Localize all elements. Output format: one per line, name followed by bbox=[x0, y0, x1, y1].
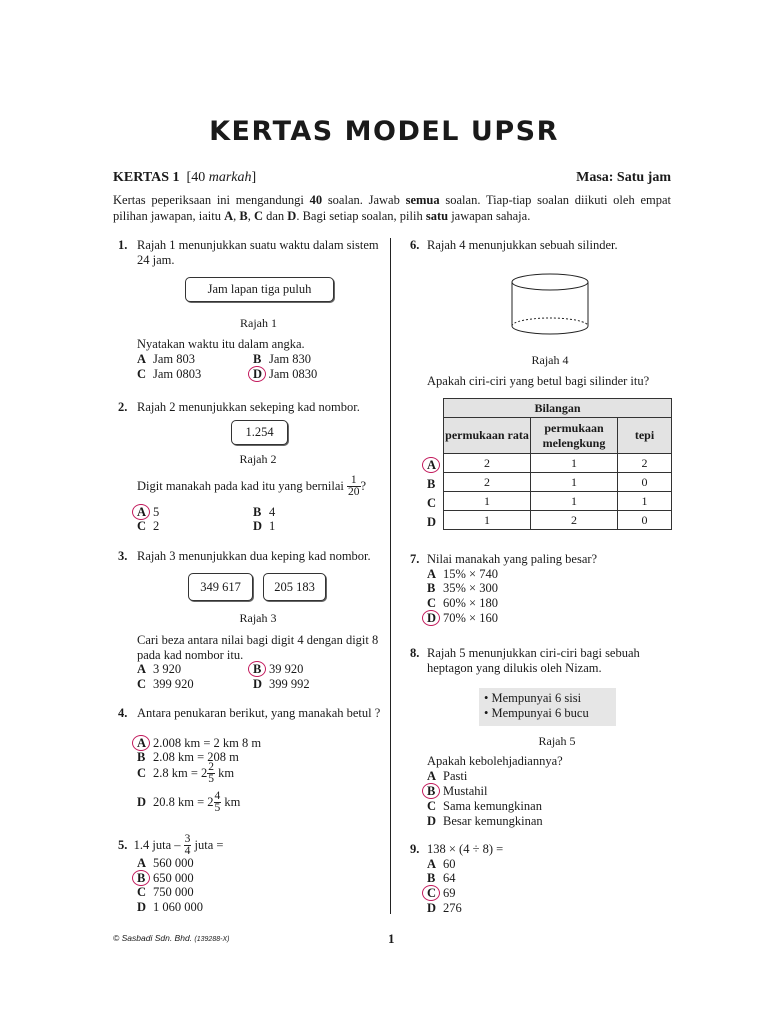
q2-number-card: 1.254 bbox=[231, 420, 288, 445]
table-col-header: permukaan rata bbox=[444, 418, 531, 454]
q9-option-c[interactable]: C 69 bbox=[427, 886, 456, 900]
answer-circle bbox=[132, 735, 150, 751]
marks-open: [40 bbox=[186, 170, 209, 185]
answer-circle bbox=[422, 457, 440, 473]
marks-close: ] bbox=[251, 170, 257, 185]
answer-circle bbox=[132, 870, 150, 886]
q3-text: Rajah 3 menunjukkan dua keping kad nombor. bbox=[137, 549, 371, 563]
q1-option-d[interactable]: D Jam 0830 bbox=[253, 367, 318, 381]
question-5: 5. 1.4 juta – $\frac{3}{4}$ juta = bbox=[118, 833, 224, 857]
q3-option-c[interactable]: C 399 920 bbox=[137, 677, 194, 691]
q8-option-d[interactable]: D Besar kemungkinan bbox=[427, 814, 543, 828]
question-8: 8. bbox=[410, 646, 420, 660]
q8-text: Rajah 5 menunjukkan ciri-ciri bagi sebuah heptagon yang dilukis oleh Nizam. bbox=[427, 646, 640, 675]
q7-option-b[interactable]: B 35% × 300 bbox=[427, 581, 498, 595]
question-4: 4. bbox=[118, 706, 128, 720]
q8-bullet: • Mempunyai 6 sisi bbox=[484, 691, 582, 705]
q4-option-b[interactable]: B 2.08 km = 208 m bbox=[137, 750, 239, 764]
answer-circle bbox=[422, 610, 440, 626]
table-cell: 1 bbox=[618, 492, 672, 511]
q9-option-a[interactable]: A 60 bbox=[427, 857, 456, 871]
q6-option-a[interactable]: A bbox=[427, 458, 437, 472]
question-number: 1. bbox=[118, 238, 128, 252]
q3-caption: Rajah 3 bbox=[239, 611, 277, 625]
q4-option-c[interactable]: C 2.8 km = 2 $\frac{2}{5}$ km bbox=[137, 761, 235, 785]
q8-caption: Rajah 5 bbox=[538, 734, 576, 748]
q5-option-b[interactable]: B 650 000 bbox=[137, 871, 194, 885]
marks-word: markah bbox=[208, 170, 252, 185]
q2-option-a[interactable]: A 5 bbox=[137, 505, 160, 519]
q1-option-b[interactable]: B Jam 830 bbox=[253, 352, 312, 366]
table-cell: 1 bbox=[531, 454, 618, 473]
table-cell: 2 bbox=[444, 454, 531, 473]
q1-option-c[interactable]: C Jam 0803 bbox=[137, 367, 202, 381]
q8-bullet: • Mempunyai 6 bucu bbox=[484, 706, 589, 720]
table-cell: 2 bbox=[444, 473, 531, 492]
q1-option-a[interactable]: A Jam 803 bbox=[137, 352, 196, 366]
q6-option-d[interactable]: D bbox=[427, 515, 437, 529]
answer-circle bbox=[248, 661, 266, 677]
q2-option-b[interactable]: B 4 bbox=[253, 505, 276, 519]
q8-option-a[interactable]: A Pasti bbox=[427, 769, 468, 783]
q3-prompt: Cari beza antara nilai bagi digit 4 dengan digit 8 pada kad nombor itu. bbox=[137, 633, 379, 662]
q4-option-a[interactable]: A 2.008 km = 2 km 8 m bbox=[137, 736, 262, 750]
q2-text: Rajah 2 menunjukkan sekeping kad nombor. bbox=[137, 400, 360, 414]
q1-prompt: Nyatakan waktu itu dalam angka. bbox=[137, 337, 305, 351]
table-col-header: permukaan melengkung bbox=[531, 418, 618, 454]
q6-prompt: Apakah ciri-ciri yang betul bagi silinder itu? bbox=[427, 374, 650, 388]
q8-feature-box bbox=[479, 688, 616, 726]
question-2: 2. bbox=[118, 400, 128, 414]
q7-option-d[interactable]: D 70% × 160 bbox=[427, 611, 498, 625]
q4-option-d[interactable]: D 20.8 km = 2 $\frac{4}{5}$ km bbox=[137, 790, 241, 814]
q5-option-a[interactable]: A 560 000 bbox=[137, 856, 194, 870]
answer-circle bbox=[422, 783, 440, 799]
paper-header bbox=[113, 170, 256, 186]
q7-text: Nilai manakah yang paling besar? bbox=[427, 552, 598, 566]
question-3: 3. bbox=[118, 549, 128, 563]
column-divider bbox=[390, 238, 391, 914]
table-cell: 1 bbox=[531, 473, 618, 492]
question-6: 6. bbox=[410, 238, 420, 252]
table-cell: 0 bbox=[618, 473, 672, 492]
q3-option-a[interactable]: A 3 920 bbox=[137, 662, 182, 676]
paper-name: KERTAS 1 bbox=[113, 170, 180, 185]
page-title: KERTAS MODEL UPSR bbox=[209, 116, 559, 147]
q5-option-d[interactable]: D 1 060 000 bbox=[137, 900, 203, 914]
q3-option-b[interactable]: B 39 920 bbox=[253, 662, 304, 676]
table-cell: 1 bbox=[444, 511, 531, 530]
q3-card-1: 349 617 bbox=[188, 573, 253, 601]
table-group-header: Bilangan bbox=[444, 399, 672, 418]
table-cell: 1 bbox=[444, 492, 531, 511]
q6-option-c[interactable]: C bbox=[427, 496, 437, 510]
q2-caption: Rajah 2 bbox=[239, 452, 277, 466]
q3-card-2: 205 183 bbox=[263, 573, 326, 601]
time-label: Masa: Satu jam bbox=[576, 170, 671, 185]
table-cell: 2 bbox=[618, 454, 672, 473]
table-col-header: tepi bbox=[618, 418, 672, 454]
q6-table bbox=[443, 398, 672, 530]
q8-option-c[interactable]: C Sama kemungkinan bbox=[427, 799, 542, 813]
q4-text: Antara penukaran berikut, yang manakah betul ? bbox=[137, 706, 381, 720]
q7-option-c[interactable]: C 60% × 180 bbox=[427, 596, 498, 610]
cylinder-diagram bbox=[505, 270, 595, 340]
q9-option-b[interactable]: B 64 bbox=[427, 871, 456, 885]
answer-circle bbox=[422, 885, 440, 901]
q1-text: Rajah 1 menunjukkan suatu waktu dalam sistem 24 jam. bbox=[137, 238, 379, 267]
table-cell: 0 bbox=[618, 511, 672, 530]
q8-option-b[interactable]: B Mustahil bbox=[427, 784, 488, 798]
question-7: 7. bbox=[410, 552, 420, 566]
table-cell: 2 bbox=[531, 511, 618, 530]
question-9: 9. bbox=[410, 842, 420, 856]
q1-time-card: Jam lapan tiga puluh bbox=[185, 277, 334, 302]
publisher-footer: © Sasbadi Sdn. Bhd. (139288-X) bbox=[113, 933, 230, 943]
q6-text: Rajah 4 menunjukkan sebuah silinder. bbox=[427, 238, 618, 252]
q7-option-a[interactable]: A 15% × 740 bbox=[427, 567, 498, 581]
q9-option-d[interactable]: D 276 bbox=[427, 901, 462, 915]
q6-option-b[interactable]: B bbox=[427, 477, 436, 491]
q6-caption: Rajah 4 bbox=[531, 353, 569, 367]
instructions: Kertas peperiksaan ini mengandungi 40 soalan. Jawab semua soalan. Tiap-tiap soalan diikuti oleh empat pilihan jawapan, iaitu A, B, C dan D. Bagi setiap soalan, pilih satu jawapan sahaja. bbox=[113, 193, 671, 223]
q1-caption: Rajah 1 bbox=[240, 316, 277, 330]
q9-text: 138 × (4 ÷ 8) = bbox=[427, 842, 504, 856]
q2-prompt: Digit manakah pada kad itu yang bernilai $\frac{1}{20}$ ? bbox=[137, 474, 367, 498]
q2-option-d[interactable]: D 1 bbox=[253, 519, 276, 533]
page-number: 1 bbox=[388, 931, 395, 946]
answer-circle bbox=[248, 366, 266, 382]
q3-option-d[interactable]: D 399 992 bbox=[253, 677, 310, 691]
answer-circle bbox=[132, 504, 150, 520]
q8-prompt: Apakah kebolehjadiannya? bbox=[427, 754, 563, 768]
q5-option-c[interactable]: C 750 000 bbox=[137, 885, 194, 899]
q2-option-c[interactable]: C 2 bbox=[137, 519, 160, 533]
table-cell: 1 bbox=[531, 492, 618, 511]
